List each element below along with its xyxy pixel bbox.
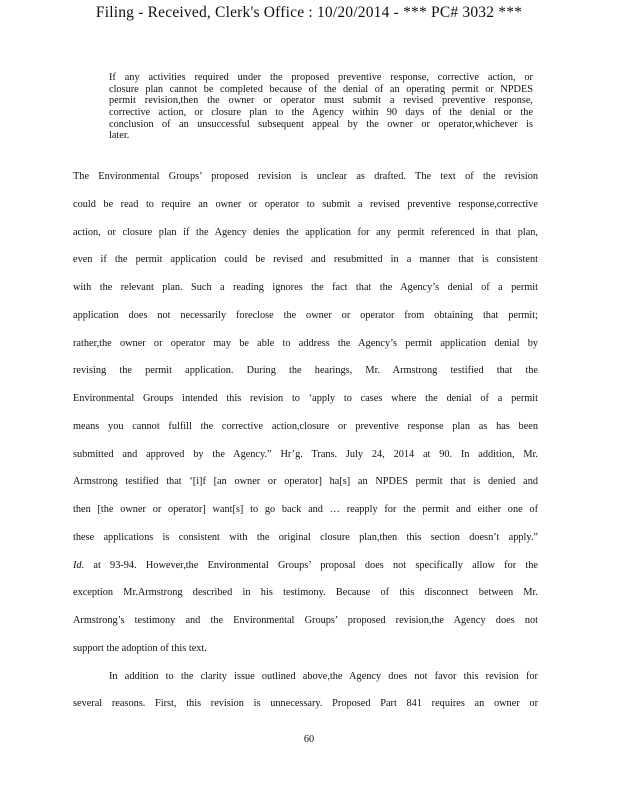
paragraph-line: means you cannot fulfill the corrective action,closure or preventive response plan as has been xyxy=(73,420,538,432)
citation-continuation: at 93-94. However,the Environmental Groups’ proposal does not specifically allow for the xyxy=(84,559,538,571)
paragraph-line: then [the owner or operator] want[s] to go back and … reapply for the permit and either one of xyxy=(73,504,538,515)
quote-line: closure plan cannot be completed because of the denial of an operating permit or NPDES xyxy=(109,83,533,95)
paragraph-line: In addition to the clarity issue outlined above,the Agency does not favor this revision for xyxy=(109,670,538,682)
paragraph-line: application does not necessarily foreclose the owner or operator from obtaining that permit; xyxy=(73,309,538,321)
quote-line: later. xyxy=(109,130,130,142)
block-quote xyxy=(109,72,533,142)
paragraph-line: submitted and approved by the Agency.” Hr’g. Trans. July 24, 2014 at 90. In addition, Mr. xyxy=(73,448,538,460)
paragraph-line: Environmental Groups intended this revision to ‘apply to cases where the denial of a permit xyxy=(73,393,538,404)
paragraph-line: Armstrong’s testimony and the Environmental Groups’ proposed revision,the Agency does not xyxy=(73,615,538,626)
paragraph-line: Armstrong testified that ‘[i]f [an owner or operator] ha[s] an NPDES permit that is denied and xyxy=(73,476,538,488)
paragraph-line: could be read to require an owner or operator to submit a revised preventive response,corrective xyxy=(73,198,538,210)
paragraph-line: action, or closure plan if the Agency denies the application for any permit referenced in that plan, xyxy=(73,226,538,238)
paragraph-line: revising the permit application. During the hearings, Mr. Armstrong testified that the xyxy=(73,365,538,377)
paragraph-line: these applications is consistent with the original closure plan,then this section doesn’t apply.” xyxy=(73,531,538,543)
quote-line: permit revision,then the owner or operator must submit a revised preventive response, xyxy=(109,95,533,107)
paragraph-line: support the adoption of this text. xyxy=(73,642,207,654)
paragraph-line: with the relevant plan. Such a reading ignores the fact that the Agency’s denial of a permit xyxy=(73,282,538,293)
quote-line: If any activities required under the proposed preventive response, corrective action, or xyxy=(109,72,533,83)
paragraph-line xyxy=(73,559,538,587)
paragraph-line: several reasons. First, this revision is unnecessary. Proposed Part 841 requires an owner or xyxy=(73,698,538,710)
id-citation: Id. xyxy=(73,559,85,571)
quote-line: corrective action, or closure plan to the Agency within 90 days of the denial or the xyxy=(109,107,533,119)
paragraph-line: exception Mr.Armstrong described in his testimony. Because of this disconnect between Mr. xyxy=(73,587,538,599)
filing-header: Filing - Received, Clerk's Office : 10/20/2014 - *** PC# 3032 *** xyxy=(95,4,523,21)
paragraph-line: even if the permit application could be revised and resubmitted in a manner that is consistent xyxy=(73,254,538,266)
paragraph-line: rather,the owner or operator may be able to address the Agency’s permit application denial by xyxy=(73,337,538,349)
body-text xyxy=(73,170,538,725)
paragraph-line: The Environmental Groups’ proposed revision is unclear as drafted. The text of the revision xyxy=(73,171,538,182)
quote-line: conclusion of an unsuccessful subsequent appeal by the owner or operator,whichever is xyxy=(109,118,533,130)
page-number: 60 xyxy=(303,734,315,745)
